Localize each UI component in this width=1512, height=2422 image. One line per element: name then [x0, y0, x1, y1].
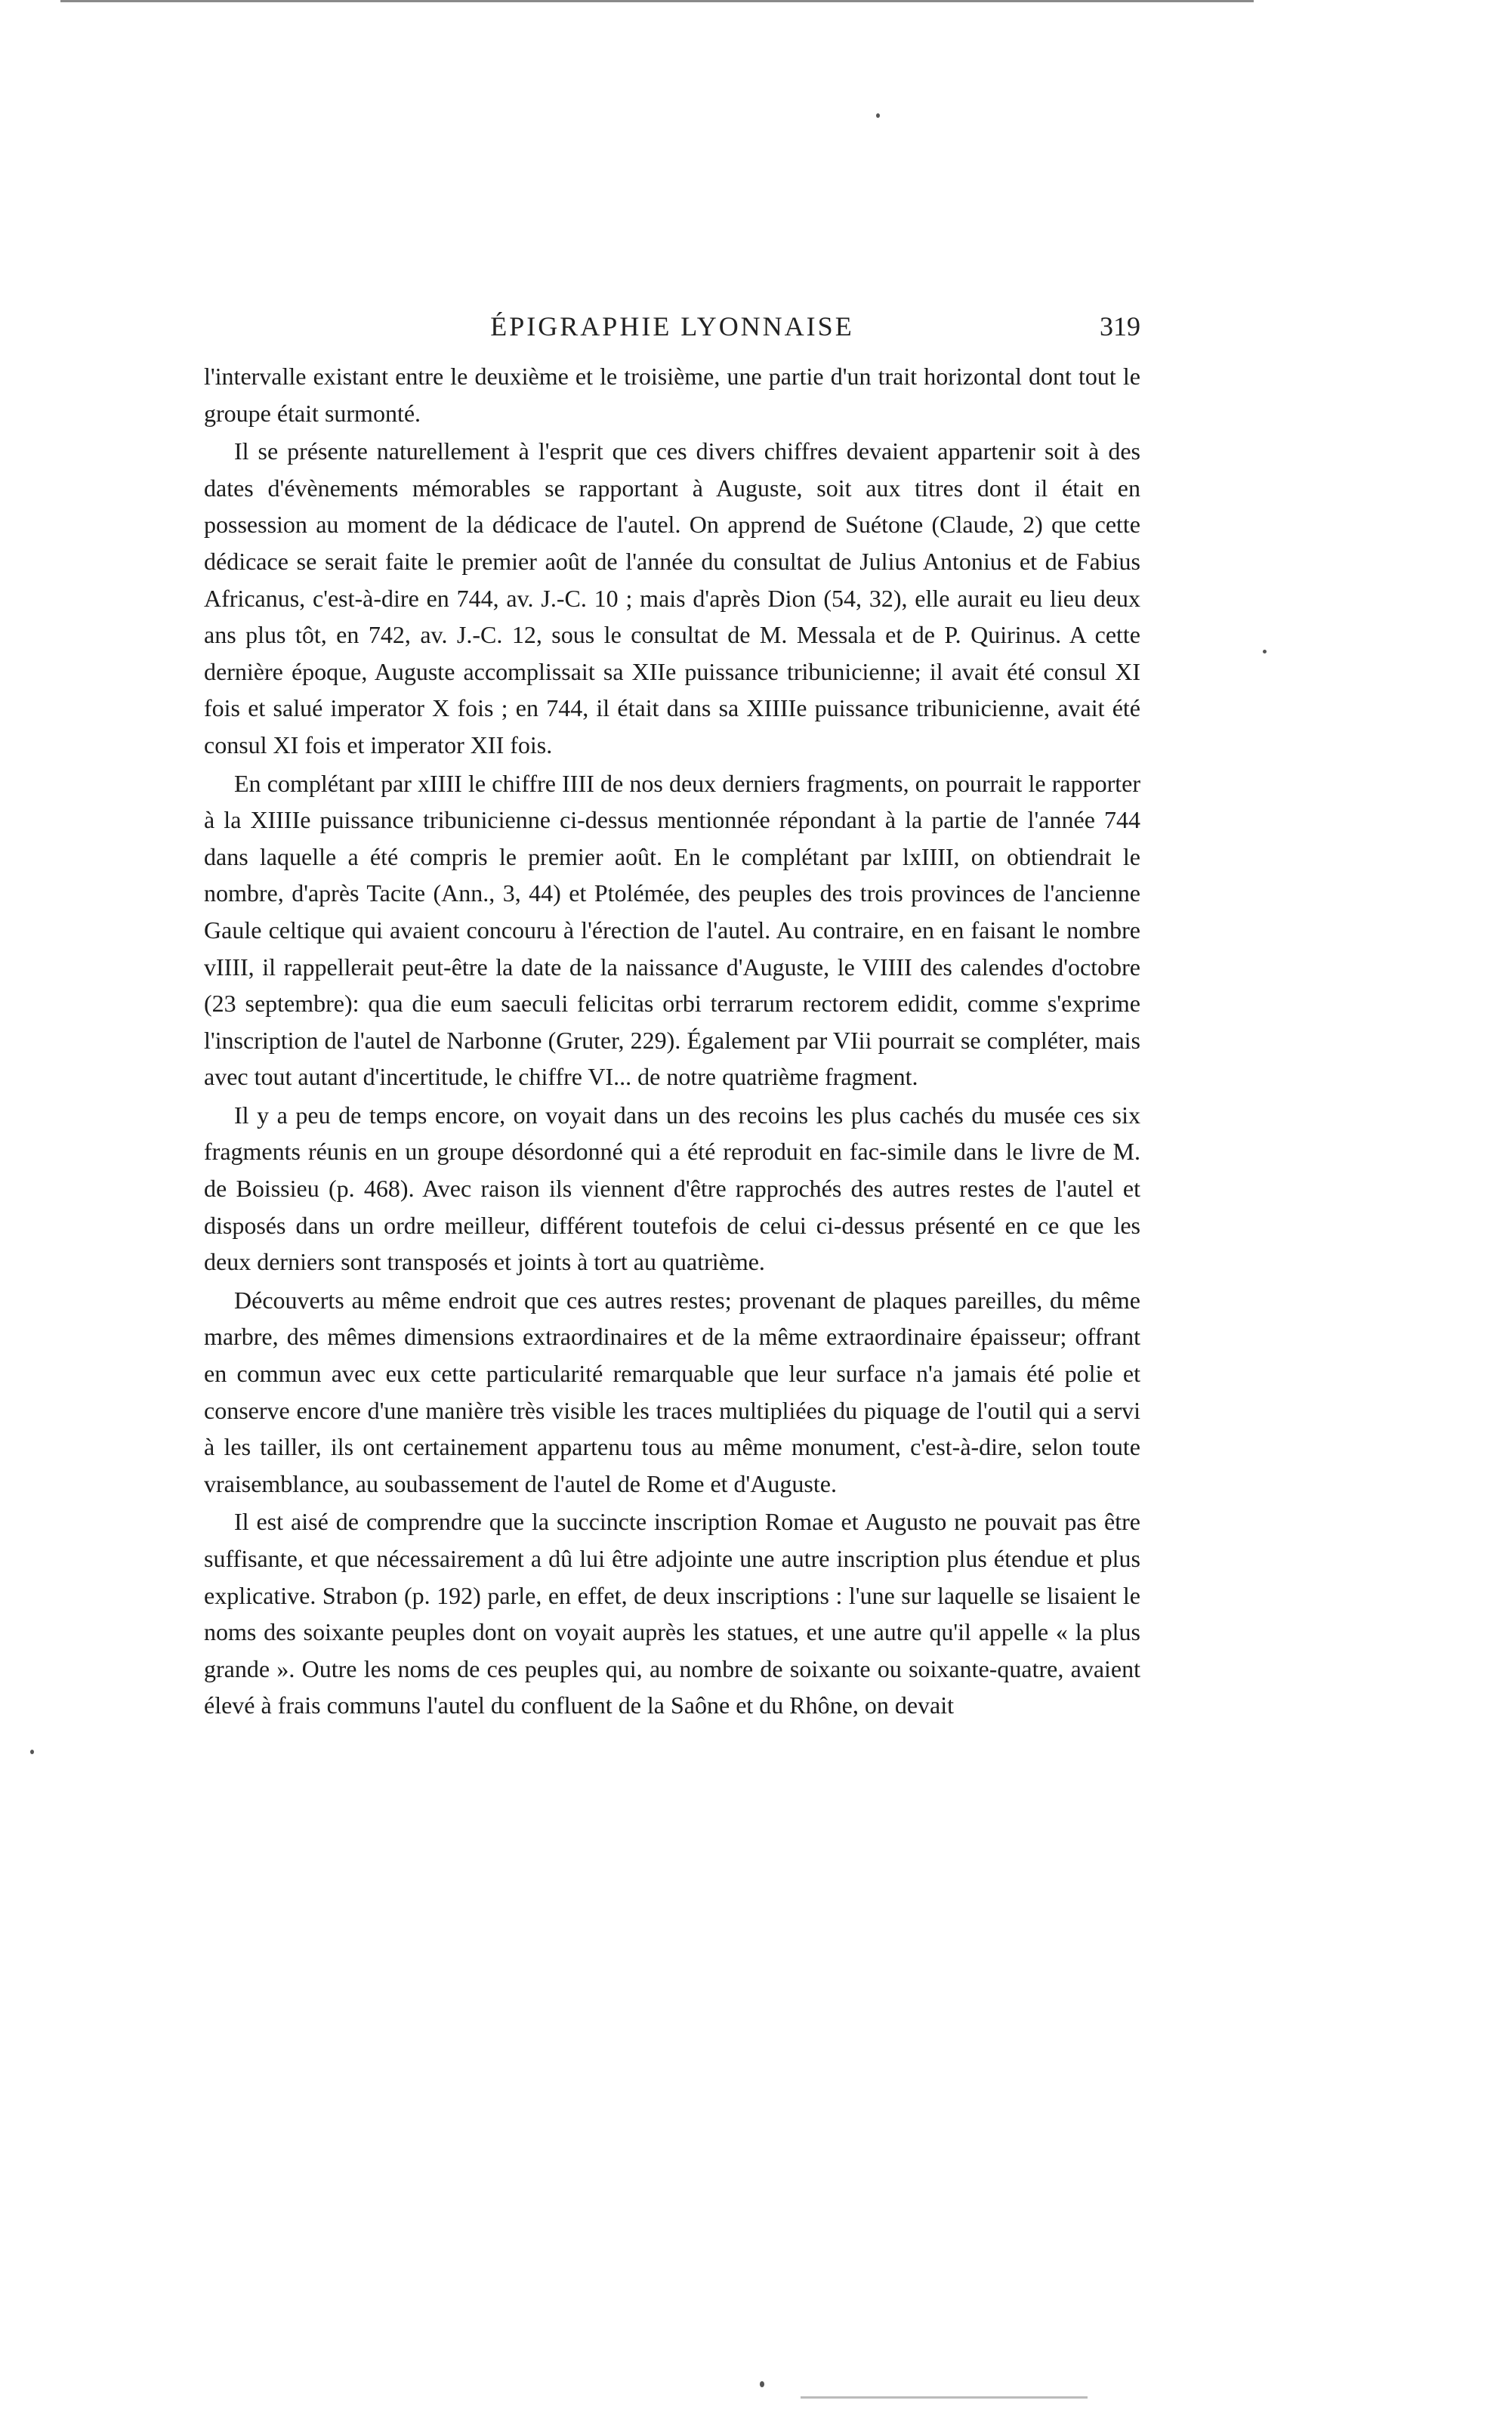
- running-title: ÉPIGRAPHIE LYONNAISE: [490, 311, 854, 341]
- scan-speck: [876, 113, 880, 118]
- page-top-edge: [60, 0, 1254, 2]
- paragraph: Il est aisé de comprendre que la succincte inscription Romae et Augusto ne pouvait pas être suffisante, et que nécessairement a dû lui être adjointe une autre inscription plus étendue et plus explicative. Strabon (p. 192) parle, en effet, de deux inscriptions : l'une sur laquelle se lisaient le noms des soixante peuples dont on voyait auprès les statues, et une autre qu'il appelle « la plus grande ». Outre les noms de ces peuples qui, au nombre de soixante ou soixante-quatre, avaient élevé à frais communs l'autel du confluent de la Saône et du Rhône, on devait: [204, 1508, 1140, 1719]
- page-bottom-mark: [801, 2396, 1088, 2399]
- page-number: 319: [1100, 311, 1140, 341]
- paragraph: Découverts au même endroit que ces autres restes; provenant de plaques pareilles, du même marbre, des mêmes dimensions extraordinaires et de la même extraordinaire épaisseur; offrant en commun avec eux cette particularité remarquable que leur surface n'a jamais été polie et conserve encore d'une manière très visible les traces multipliées du piquage de l'outil qui a servi à les tailler, ils ont certainement appartenu tous au même monument, c'est-à-dire, selon toute vraisemblance, au soubassement de l'autel de Rome et d'Auguste.: [204, 1286, 1140, 1497]
- scan-speck: [760, 2381, 764, 2387]
- scan-speck: [30, 1750, 34, 1754]
- paragraph: Il y a peu de temps encore, on voyait dans un des recoins les plus cachés du musée ces six fragments réunis en un groupe désordonné qui a été reproduit en fac-simile dans le livre de M. de Boissieu (p. 468). Avec raison ils viennent d'être rapprochés des autres restes de l'autel et disposés dans un ordre meilleur, différent toutefois de celui ci-dessus présenté en ce que les deux derniers sont transposés et joints à tort au quatrième.: [204, 1101, 1140, 1276]
- paragraph: l'intervalle existant entre le deuxième et le troisième, une partie d'un trait horizontal dont tout le groupe était surmonté.: [204, 363, 1140, 427]
- paragraph: En complétant par xIIII le chiffre IIII de nos deux derniers fragments, on pourrait le rapporter à la XIIIIe puissance tribunicienne ci-dessus mentionnée répondant à la partie de l'année 744 dans laquelle a été compris le premier août. En le complétant par lxIIII, on obtiendrait le nombre, d'après Tacite (Ann., 3, 44) et Ptolémée, des peuples des trois provinces de l'ancienne Gaule celtique qui avaient concouru à l'érection de l'autel. Au contraire, en en faisant le nombre vIIII, il rappellerait peut-être la date de la naissance d'Auguste, le VIIII des calendes d'octobre (23 septembre): qua die eum saeculi felicitas orbi terrarum rectorem edidit, comme s'exprime l'inscription de l'autel de Narbonne (Gruter, 229). Également par VIii pourrait se compléter, mais avec tout autant d'incertitude, le chiffre VI... de notre quatrième fragment.: [204, 769, 1140, 1091]
- paragraph: Il se présente naturellement à l'esprit que ces divers chiffres devaient appartenir soit à des dates d'évènements mémorables se rapportant à Auguste, soit aux titres dont il était en possession au moment de la dédicace de l'autel. On apprend de Suétone (Claude, 2) que cette dédicace se serait faite le premier août de l'année du consultat de Julius Antonius et de Fabius Africanus, c'est-à-dire en 744, av. J.-C. 10 ; mais d'après Dion (54, 32), elle aurait eu lieu deux ans plus tôt, en 742, av. J.-C. 12, sous le consultat de M. Messala et de P. Quirinus. A cette dernière époque, Auguste accomplissait sa XIIe puissance tribunicienne; il avait été consul XI fois et salué imperator X fois ; en 744, il était dans sa XIIIIe puissance tribunicienne, avait été consul XI fois et imperator XII fois.: [204, 437, 1140, 758]
- scan-speck: [1263, 650, 1267, 653]
- body-text: [204, 358, 1140, 1975]
- page-header: [204, 307, 1140, 346]
